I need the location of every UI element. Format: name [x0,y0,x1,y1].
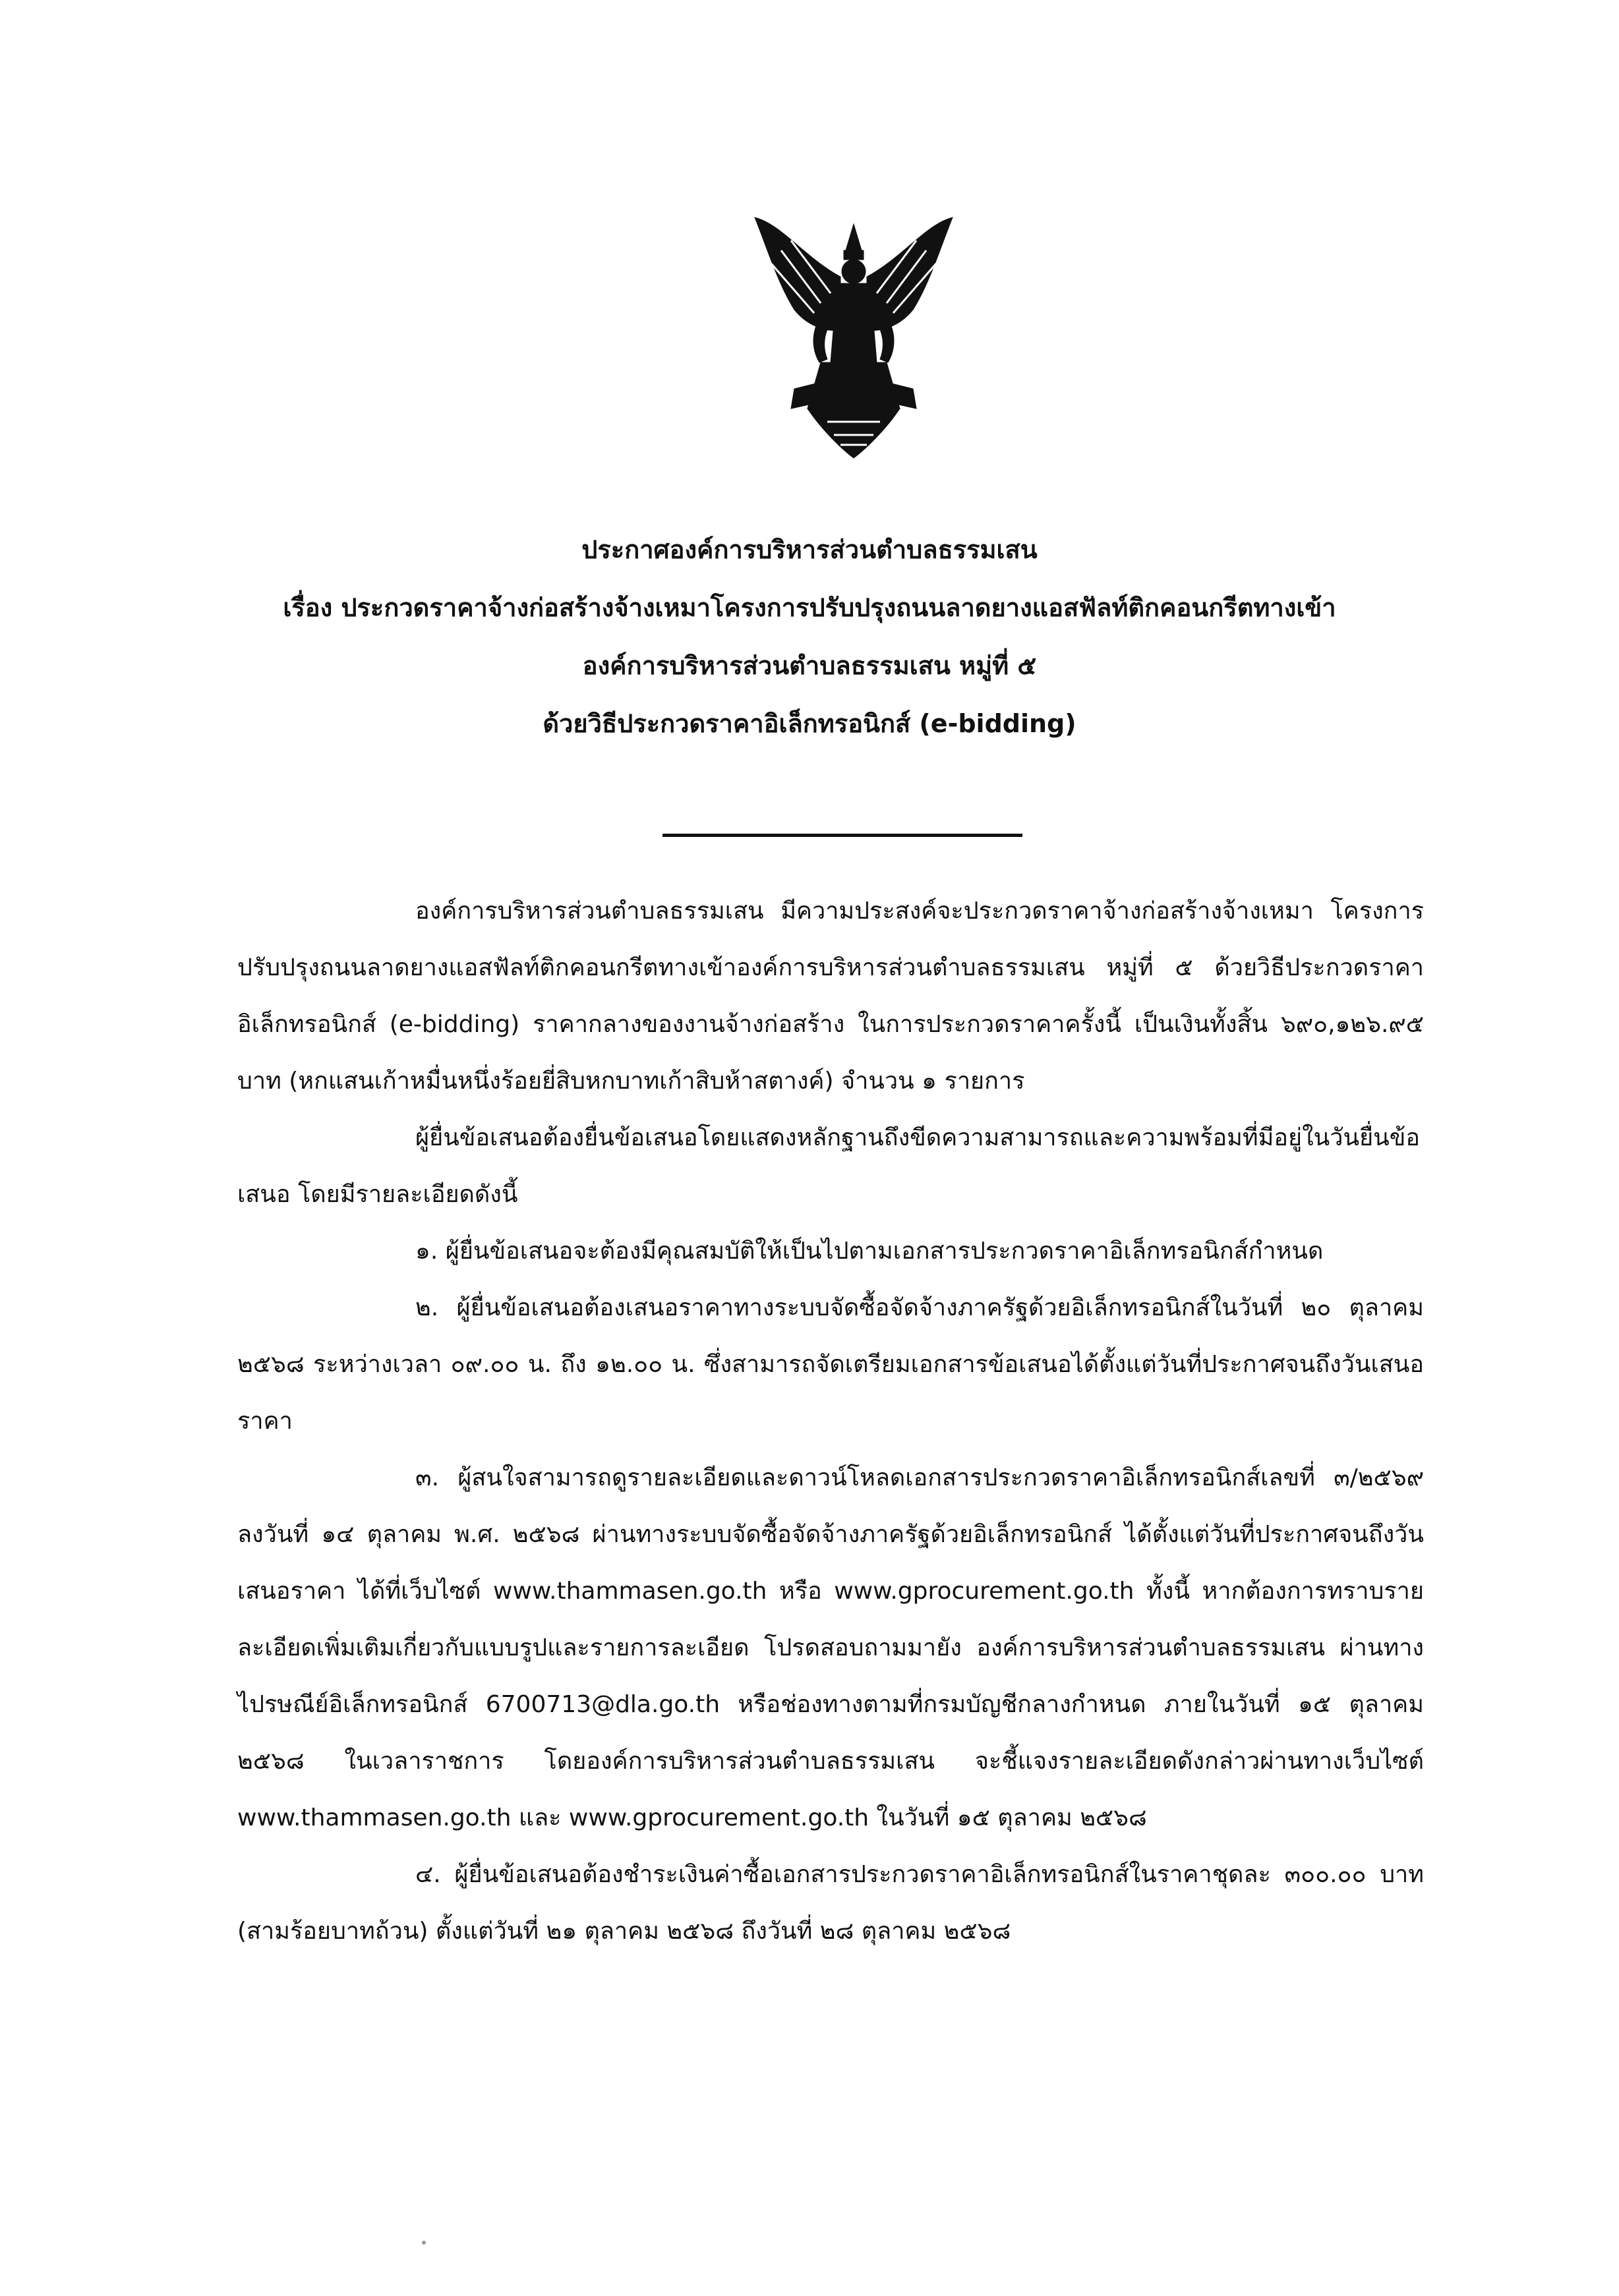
list-item: ๓. ผู้สนใจสามารถดูรายละเอียดและดาวน์โหลดเอกสารประกวดราคาอิเล็กทรอนิกส์เลขที่ ๓/๒๕๖๙ ลงวันที่ ๑๔ ตุลาคม พ.ศ. ๒๕๖๘ ผ่านทางระบบจัดซื้อจัดจ้างภาครัฐด้วยอิเล็กทรอนิกส์ ได้ตั้งแต่วันที่ประกาศจนถึงวันเสนอราคา ได้ที่เว็บไซต์ www.thammasen.go.th หรือ www.gprocurement.go.th ทั้งนี้ หากต้องการทราบรายละเอียดเพิ่มเติมเกี่ยวกับแบบรูปและรายการละเอียด โปรดสอบถามมายัง องค์การบริหารส่วนตำบลธรรมเสน ผ่านทางไปรษณีย์อิเล็กทรอนิกส์ 6700713@dla.go.th หรือช่องทางตามที่กรมบัญชีกลางกำหนด ภายในวันที่ ๑๕ ตุลาคม ๒๕๖๘ ในเวลาราชการ โดยองค์การบริหารส่วนตำบลธรรมเสน จะชี้แจงรายละเอียดดังกล่าวผ่านทางเว็บไซต์ www.thammasen.go.th และ www.gprocurement.go.th ในวันที่ ๑๕ ตุลาคม ๒๕๖๘ [237,1464,1424,1831]
garuda-emblem [742,211,966,461]
list-item: ๑. ผู้ยื่นข้อเสนอจะต้องมีคุณสมบัติให้เป็นไปตามเอกสารประกวดราคาอิเล็กทรอนิกส์กำหนด [415,1238,1324,1265]
scan-speck [422,2241,426,2245]
subject-line-2: องค์การบริหารส่วนตำบลธรรมเสน หมู่ที่ ๕ [582,651,1037,680]
announcement-title: ประกาศองค์การบริหารส่วนตำบลธรรมเสน [581,535,1038,564]
requirement-paragraph: ผู้ยื่นข้อเสนอต้องยื่นข้อเสนอโดยแสดงหลักฐานถึงขีดความสามารถและความพร้อมที่มีอยู่ในวันยื่นข้อเสนอ โดยมีรายละเอียดดังนี้ [237,1124,1421,1208]
list-item: ๔. ผู้ยื่นข้อเสนอต้องชำระเงินค่าซื้อเอกสารประกวดราคาอิเล็กทรอนิกส์ในราคาชุดละ ๓๐๐.๐๐ บาท (สามร้อยบาทถ้วน) ตั้งแต่วันที่ ๒๑ ตุลาคม ๒๕๖๘ ถึงวันที่ ๒๘ ตุลาคม ๒๕๖๘ [237,1861,1424,1945]
subject-line: เรื่อง ประกวดราคาจ้างก่อสร้างจ้างเหมาโครงการปรับปรุงถนนลาดยางแอสฟัลท์ติกคอนกรีตทางเข้า [283,593,1336,622]
title-divider [662,834,1022,837]
intro-paragraph: องค์การบริหารส่วนตำบลธรรมเสน มีความประสงค์จะประกวดราคาจ้างก่อสร้างจ้างเหมา โครงการปรับปรุงถนนลาดยางแอสฟัลท์ติกคอนกรีตทางเข้าองค์การบริหารส่วนตำบลธรรมเสน หมู่ที่ ๕ ด้วยวิธีประกวดราคาอิเล็กทรอนิกส์ (e-bidding) ราคากลางของงานจ้างก่อสร้าง ในการประกวดราคาครั้งนี้ เป็นเงินทั้งสิ้น ๖๙๐,๑๒๖.๙๕ บาท (หกแสนเก้าหมื่นหนึ่งร้อยยี่สิบหกบาทเก้าสิบห้าสตางค์) จำนวน ๑ รายการ [237,898,1424,1095]
method-line: ด้วยวิธีประกวดราคาอิเล็กทรอนิกส์ (e-bidding) [543,709,1076,738]
list-item: ๒. ผู้ยื่นข้อเสนอต้องเสนอราคาทางระบบจัดซื้อจัดจ้างภาครัฐด้วยอิเล็กทรอนิกส์ในวันที่ ๒๐ ตุลาคม ๒๕๖๘ ระหว่างเวลา ๐๙.๐๐ น. ถึง ๑๒.๐๐ น. ซึ่งสามารถจัดเตรียมเอกสารข้อเสนอได้ตั้งแต่วันที่ประกาศจนถึงวันเสนอราคา [237,1294,1424,1435]
announcement-header [198,521,1421,753]
document-body [237,883,1424,1960]
